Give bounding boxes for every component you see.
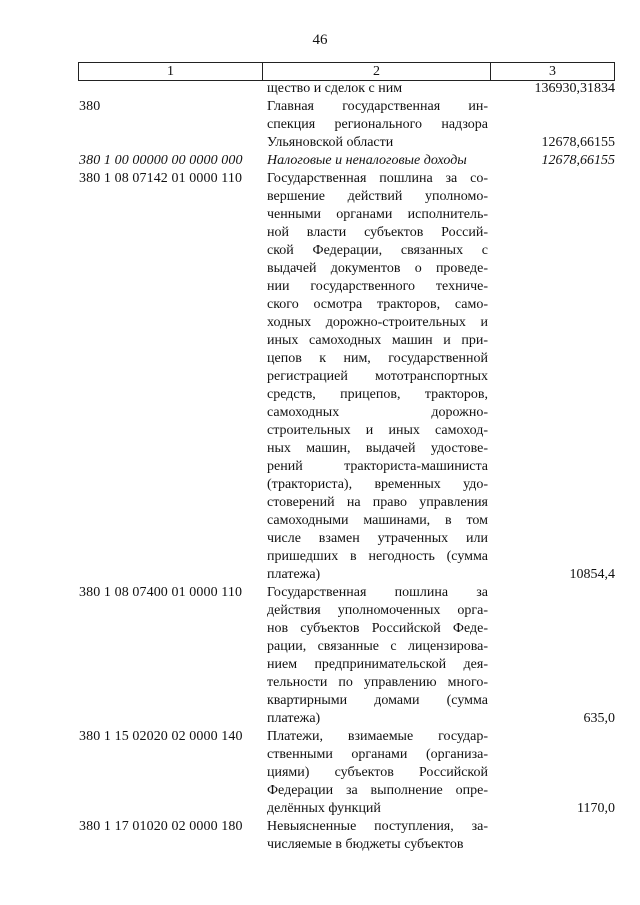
description-line: самоходных дорожно-	[267, 405, 488, 420]
amount: 10854,4	[569, 567, 615, 582]
description-line: ходных дорожно-строительных и	[267, 315, 488, 330]
description-line: тельности по управлению много-	[267, 675, 488, 690]
description-line: Государственная пошлина за со-	[267, 171, 488, 186]
description-line: нов субъектов Российской Феде-	[267, 621, 488, 636]
budget-code: 380 1 08 07400 01 0000 110	[79, 585, 243, 600]
description-line: Главная государственная ин-	[267, 99, 488, 114]
description-line: ского осмотра тракторов, само-	[267, 297, 488, 312]
description	[267, 80, 488, 98]
description-line: Платежи, взимаемые государ-	[267, 729, 488, 744]
table-row	[79, 584, 615, 728]
description-line: платежа)	[267, 711, 321, 726]
amount: 12678,66155	[541, 153, 615, 168]
table-row	[79, 818, 615, 854]
table-body	[79, 80, 615, 854]
description-line: Ульяновской области	[267, 135, 394, 150]
description-line: ской Федерации, связанных с	[267, 243, 488, 258]
description-line: действия уполномоченных орга-	[267, 603, 488, 618]
description-line: делённых функций	[267, 801, 381, 816]
description-line: циями) субъектов Российской	[267, 765, 488, 780]
description-line: самоходными машинами, в том	[267, 513, 488, 528]
amount: 12678,66155	[541, 135, 615, 150]
table-row	[79, 152, 615, 170]
description-line: ченными органами исполнитель-	[267, 207, 488, 222]
budget-code: 380 1 15 02020 02 0000 140	[79, 729, 243, 744]
description-line: выдачей документов о проведе-	[267, 261, 488, 276]
description-line: нии государственного техниче-	[267, 279, 488, 294]
description	[267, 584, 488, 728]
table-row	[79, 728, 615, 818]
description-line: числе взамен утраченных или	[267, 531, 488, 546]
description-line: Федерации за выполнение опре-	[267, 783, 488, 798]
description-line: регистрацией мототранспортных	[267, 369, 488, 384]
description-line: строительных и иных самоход-	[267, 423, 488, 438]
amount: 1170,0	[577, 801, 615, 816]
budget-code: 380	[79, 99, 101, 114]
page-number: 46	[312, 32, 328, 48]
header-col-1: 1	[79, 63, 263, 80]
description	[267, 98, 488, 152]
description-line: платежа)	[267, 567, 321, 582]
header-col-2: 2	[263, 63, 491, 80]
table-row	[79, 170, 615, 584]
description-line: стоверений на право управления	[267, 495, 488, 510]
description-line: Налоговые и неналоговые доходы	[267, 153, 467, 168]
description-line: вершение действий уполномо-	[267, 189, 488, 204]
description	[267, 152, 488, 170]
description-line: иных самоходных машин и при-	[267, 333, 488, 348]
description-line: спекция регионального надзора	[267, 117, 488, 132]
description-line: рации, связанные с лицензирова-	[267, 639, 488, 654]
table-row	[79, 98, 615, 152]
description	[267, 728, 488, 818]
description-line: ных машин, выдачей удостове-	[267, 441, 488, 456]
budget-code: 380 1 08 07142 01 0000 110	[79, 171, 243, 186]
description-line: нием предпринимательской дея-	[267, 657, 488, 672]
description-line: (тракториста), временных удо-	[267, 477, 488, 492]
description-line: числяемые в бюджеты субъектов	[267, 837, 464, 852]
description	[267, 170, 488, 584]
description	[267, 818, 488, 854]
header-col-3: 3	[549, 64, 556, 79]
description-line: цепов к ним, государственной	[267, 351, 488, 366]
description-line: пришедших в негодность (сумма	[267, 549, 488, 564]
amount	[488, 818, 615, 854]
amount: 635,0	[583, 711, 615, 726]
amount: 136930,31834	[534, 81, 615, 96]
budget-code: 380 1 00 00000 00 0000 000	[79, 153, 243, 168]
description-line: квартирными домами (сумма	[267, 693, 488, 708]
description-line: рений тракториста-машиниста	[267, 459, 488, 474]
description-line: Невыясненные поступления, за-	[267, 819, 488, 834]
budget-code: 380 1 17 01020 02 0000 180	[79, 819, 243, 834]
description-line: ной власти субъектов Россий-	[267, 225, 488, 240]
description-line: Государственная пошлина за	[267, 585, 488, 600]
description-line: средств, прицепов, тракторов,	[267, 387, 488, 402]
description-line: ственными органами (организа-	[267, 747, 488, 762]
table-header	[78, 62, 615, 81]
description-line: щество и сделок с ним	[267, 81, 403, 96]
table-row	[79, 80, 615, 98]
